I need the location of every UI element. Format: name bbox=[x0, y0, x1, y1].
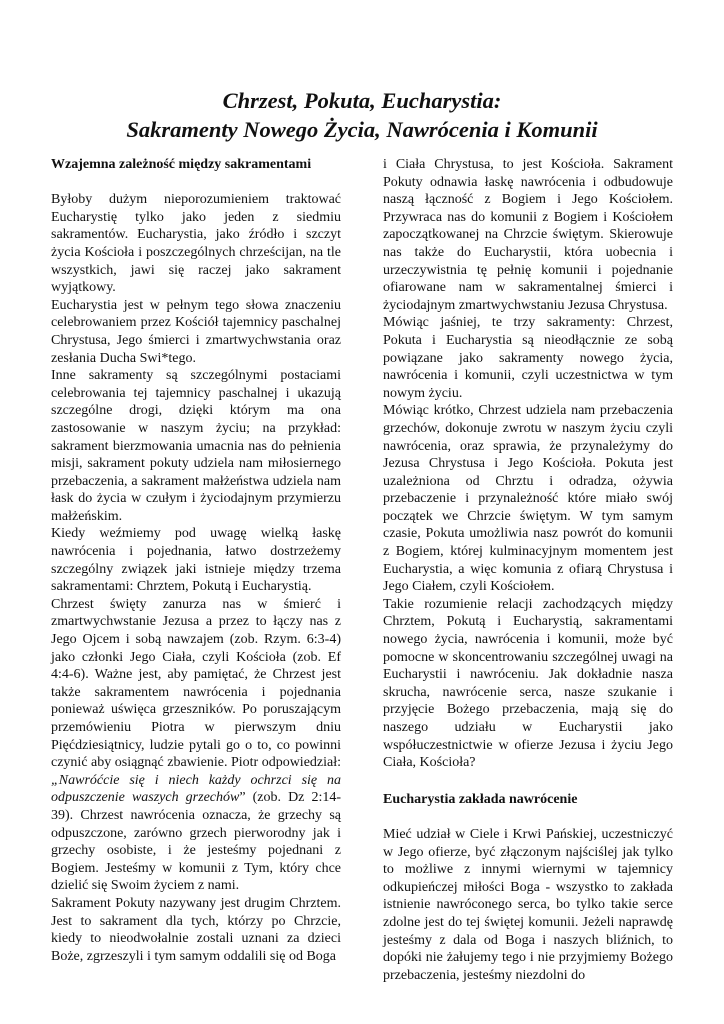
paragraph: Mieć udział w Ciele i Krwi Pańskiej, uczestniczyć w Jego ofierze, być złączonym najściślej jak tylko to możliwe z innymi wiernymi w tajemnicy odkupieńczej miłości Boga - wszystko to zakłada istnienie nawróconego serca, bo tylko takie serce zdolne jest do tej świętej komunii. Jeżeli naprawdę jesteśmy z dala od Boga i naszych bliźnich, to dopóki nie żałujemy tego i nie przyjmiemy Bożego przebaczenia, jesteśmy niezdolni do bbox=[383, 826, 673, 983]
paragraph: Sakrament Pokuty nazywany jest drugim Chrztem. Jest to sakrament dla tych, którzy po Chrzcie, kiedy to nieodwołalnie zostali uznani za dzieci Boże, zgrzeszyli i tym samym oddalili się od Boga bbox=[51, 895, 341, 964]
section-heading-eucharist-conversion: Eucharystia zakłada nawrócenie bbox=[383, 791, 578, 807]
paragraph: Inne sakramenty są szczególnymi postaciami celebrowania tej tajemnicy paschalnej i ukazują szczególne drogi, dzięki którym ma ona zastosowanie w naszym życiu; na przykład: sakrament bierzmowania umacnia nas do pełnienia misji, sakrament pokuty udziela nam miłosiernego przebaczenia, a sakrament małżeństwa udziela nam łask do życia w czułym i życiodajnym przymierzu małżeńskim. bbox=[51, 368, 341, 524]
paragraph-text: Chrzest święty zanurza nas w śmierć i zmartwychwstanie Jezusa a przez to łączy nas z Jego Ojcem i sobą nawzajem (zob. Rzym. 6:3-4) jako członki Jego Ciała, czyli Kościoła (zob. Ef 4:4-6). Ważne jest, aby pamiętać, że Chrzest jest także sakramentem nawrócenia i pojednania ponieważ uświęca grzeszników. Po poruszającym przemówieniu Piotra w pierwszym dniu Pięćdziesiątnicy, ludzie pytali go o to, co powinni czynić aby osiągnąć zbawienie. Piotr odpowiedział: bbox=[51, 596, 342, 771]
paragraph-with-quote bbox=[51, 596, 341, 895]
title-line-2: Sakramenty Nowego Życia, Nawrócenia i Komunii bbox=[126, 117, 598, 142]
spacer bbox=[383, 772, 673, 791]
title-line-1: Chrzest, Pokuta, Eucharystia: bbox=[222, 88, 502, 113]
right-column bbox=[383, 156, 673, 984]
paragraph: Takie rozumienie relacji zachodzących między Chrztem, Pokutą i Eucharystią, sakramentami nowego życia, nawrócenia i komunii, może być pomocne w skoncentrowaniu szczególnej uwagi na Eucharystii i nawróceniu. Jak dokładnie nasza skrucha, nawrócenie serca, nasze szukanie i przyjęcie Bożego przebaczenia, mają się do naszego udziału w Eucharystii jako współuczestnictwie w ofierze Jezusa i życiu Jego Ciała, Kościoła? bbox=[383, 596, 673, 771]
left-column bbox=[51, 156, 341, 965]
document-title bbox=[40, 86, 684, 144]
paragraph-text: ” (zob. Dz 2:14-39). Chrzest nawrócenia oznacza, że grzechy są odpuszczone, zarówno grzech pierworodny jak i grzechy osobiste, i że jesteśmy pojednani z Bogiem. Jesteśmy w komunii z Tym, który chce dzielić się Swoim życiem z nami. bbox=[51, 790, 342, 894]
paragraph: Mówiąc jaśniej, te trzy sakramenty: Chrzest, Pokuta i Eucharystia są nieodłącznie ze sobą powiązane jako sakramenty nowego życia, nawrócenia i komunii, czyli uczestnictwa w tym nowym życiu. bbox=[383, 315, 673, 401]
paragraph: Kiedy weźmiemy pod uwagę wielką łaskę nawrócenia i pojednania, łatwo dostrzeżemy szczególny związek jaki istnieje między trzema sakramentami: Chrztem, Pokutą i Eucharystią. bbox=[51, 526, 341, 595]
spacer bbox=[383, 808, 673, 826]
spacer bbox=[51, 174, 341, 192]
paragraph: Mówiąc krótko, Chrzest udziela nam przebaczenia grzechów, dokonuje zwrotu w naszym życiu czyli nawrócenia, oraz sprawia, że przynależymy do Jezusa Chrystusa i Jego Kościoła. Pokuta jest uzależniona od Chrztu i odradza, ożywia przebaczenie i przynależność które miało swój początek we Chrzcie świętym. W tym samym czasie, Pokuta umożliwia nasz powrót do komunii z Bogiem, której kulminacyjnym momentem jest Eucharystia, a więc komunia z ofiarą Chrystusa i Jego Ciałem, czyli Kościołem. bbox=[383, 403, 673, 595]
paragraph: Eucharystia jest w pełnym tego słowa znaczeniu celebrowaniem przez Kościół tajemnicy paschalnej Chrystusa, Jego śmierci i zmartwychwstania oraz zesłania Ducha Swi*tego. bbox=[51, 297, 341, 366]
paragraph: Byłoby dużym nieporozumieniem traktować Eucharystię tylko jako jeden z siedmiu sakramentów. Eucharystia, jako źródło i szczyt życia Kościoła i poszczególnych chrześcijan, na tle wszystkich, jawi się raczej jako sakrament wyjątkowy. bbox=[51, 192, 341, 296]
section-heading-interdependence: Wzajemna zależność między sakramentami bbox=[51, 157, 312, 172]
scripture-quote: „Nawróćcie się i niech każdy ochrzci się na odpuszczenie waszych grzechów bbox=[51, 772, 341, 806]
paragraph: i Ciała Chrystusa, to jest Kościoła. Sakrament Pokuty odnawia łaskę nawrócenia i odbudowuje naszą łączność z Bogiem i Jego Kościołem. Przywraca nas do komunii z Bogiem i Kościołem zapoczątkowanej na Chrzcie świętym. Skierowuje nas także do Eucharystii, która uobecnia i urzeczywistnia tę pełnię komunii i pojednanie ofiarowane nam w sakramentalnej śmierci i życiodajnym zmartwychwstaniu Jezusa Chrystusa. bbox=[383, 157, 673, 313]
